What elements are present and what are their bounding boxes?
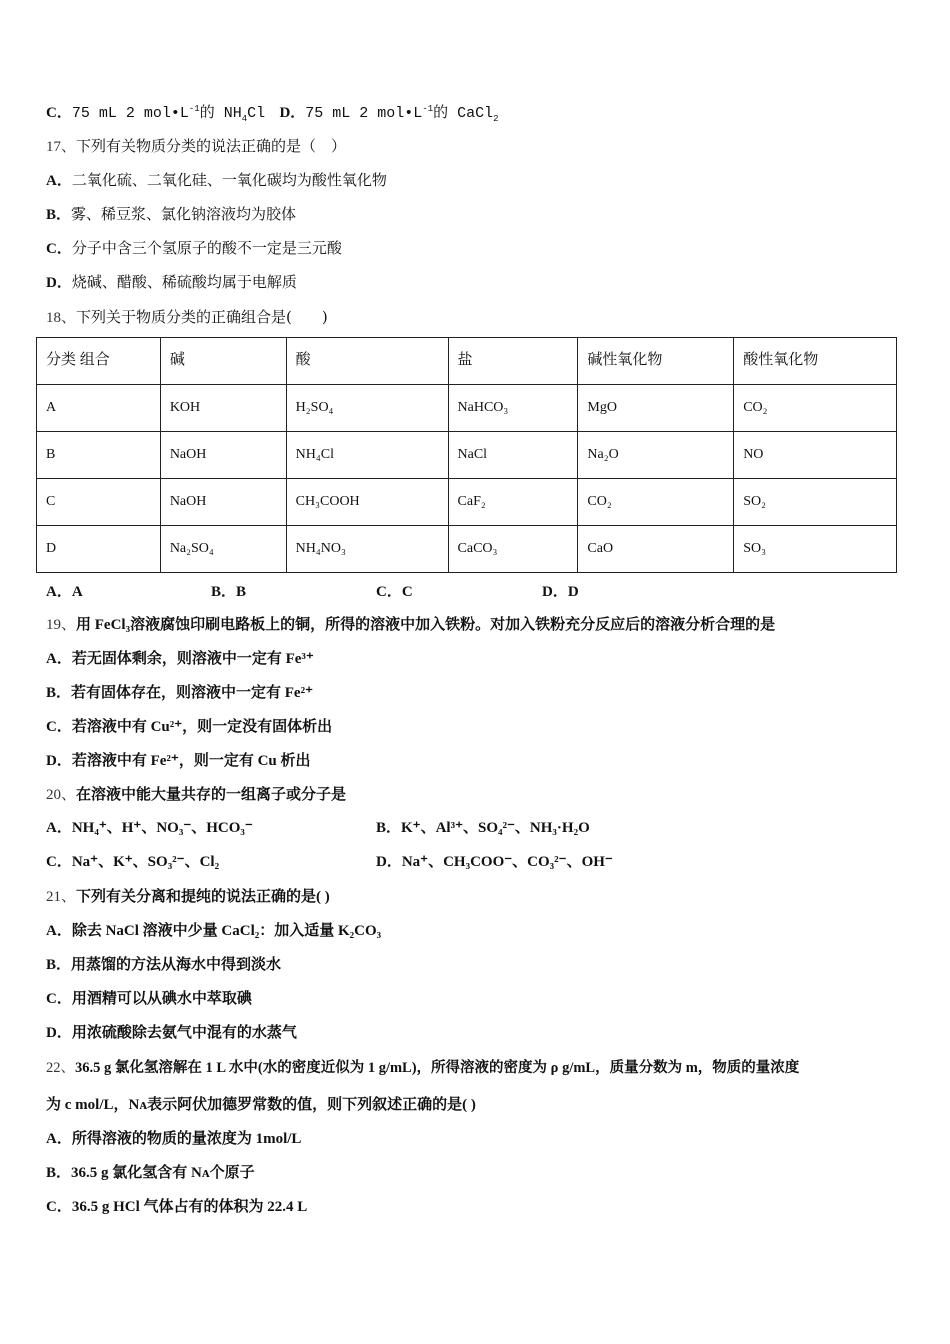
- q22-stem-line1: [46, 1058, 799, 1078]
- q20-option-b: [376, 818, 590, 838]
- table-cell: CO₂: [734, 385, 897, 432]
- option-label: B．: [46, 1165, 72, 1181]
- table-row: [37, 385, 897, 432]
- table-row: [37, 479, 897, 526]
- option-text: 用蒸馏的方法从海水中得到淡水: [71, 957, 282, 973]
- option-text: 36.5 g HCl 气体占有的体积为 22.4 L: [71, 1199, 308, 1215]
- q17-option-d: [46, 272, 297, 293]
- option-text: 用浓硫酸除去氨气中混有的水蒸气: [71, 1025, 297, 1041]
- q20-option-d: [376, 852, 613, 872]
- q17-stem-text: 下列有关物质分类的说法正确的是（ ）: [76, 137, 347, 155]
- q16-d-mid: 的 CaCl: [433, 105, 494, 122]
- table-cell: CH₃COOH: [286, 479, 448, 526]
- q19-option-c: [46, 716, 332, 737]
- option-text: 烧碱、醋酸、稀硫酸均属于电解质: [71, 273, 297, 291]
- table-cell: A: [37, 385, 161, 432]
- table-row: [37, 432, 897, 479]
- option-text: 除去 NaCl 溶液中少量 CaCl₂：加入适量 K₂CO₃: [71, 923, 382, 939]
- option-label: D．: [46, 275, 72, 291]
- option-label: C．: [46, 1199, 72, 1215]
- table-cell: B: [37, 432, 161, 479]
- table-header: 碱: [160, 338, 286, 385]
- q16-d-sub: 2: [493, 114, 499, 124]
- q19-option-b: [46, 682, 313, 703]
- q16-options-cd: [46, 102, 499, 124]
- option-label: B．: [46, 685, 72, 701]
- q17-option-b: [46, 204, 296, 225]
- option-text: 若溶液中有 Fe²⁺，则一定有 Cu 析出: [71, 753, 311, 769]
- table-cell: NaHCO₃: [448, 385, 578, 432]
- table-header: 酸: [286, 338, 448, 385]
- option-label: A．: [46, 1131, 72, 1147]
- q19-stem: [46, 614, 775, 635]
- option-text: 若无固体剩余，则溶液中一定有 Fe³⁺: [71, 651, 314, 667]
- table-cell: KOH: [160, 385, 286, 432]
- q20-option-a: [46, 818, 253, 838]
- q18-answer-a: A．A: [46, 584, 83, 600]
- option-text: 若有固体存在，则溶液中一定有 Fe²⁺: [71, 685, 314, 701]
- q20-stem: [46, 784, 346, 805]
- q19-stem-text: 用 FeCl₃溶液腐蚀印刷电路板上的铜，所得的溶液中加入铁粉。对加入铁粉充分反应后的溶液分析合理的是: [76, 617, 776, 633]
- q16-d-prefix: 75 mL 2 mol•L: [305, 105, 423, 122]
- table-cell: CO₂: [578, 479, 734, 526]
- option-label: D．: [46, 753, 72, 769]
- table-header: 碱性氧化物: [578, 338, 734, 385]
- table-cell: CaO: [578, 526, 734, 573]
- q21-stem: [46, 886, 330, 907]
- q22-option-c: [46, 1196, 307, 1217]
- q19-option-a: [46, 648, 314, 669]
- table-cell: SO₂: [734, 479, 897, 526]
- q18-stem: [46, 307, 328, 328]
- q16-d-sup: -1: [422, 104, 434, 114]
- q22-option-a: [46, 1128, 301, 1149]
- table-cell: SO₃: [734, 526, 897, 573]
- q16-c-prefix: 75 mL 2 mol•L: [71, 105, 189, 122]
- table-cell: NO: [734, 432, 897, 479]
- q16-c-sup: -1: [188, 104, 200, 114]
- table-cell: NaOH: [160, 479, 286, 526]
- table-cell: CaF₂: [448, 479, 578, 526]
- option-label: D．: [376, 854, 402, 870]
- table-cell: MgO: [578, 385, 734, 432]
- classification-table: [36, 337, 897, 573]
- table-cell: D: [37, 526, 161, 573]
- option-label: A．: [46, 923, 72, 939]
- option-text: Na⁺、K⁺、SO₃²⁻、Cl₂: [71, 854, 220, 870]
- q16-c-suffix: Cl: [247, 105, 266, 122]
- option-label: C．: [46, 241, 72, 257]
- q22-stem-text-1: 36.5 g 氯化氢溶解在 1 L 水中(水的密度近似为 1 g/mL)，所得溶液的密度为 ρ g/mL，质量分数为 m，物质的量浓度: [75, 1060, 800, 1076]
- option-text: 雾、稀豆浆、氯化钠溶液均为胶体: [71, 205, 297, 223]
- q21-option-b: [46, 954, 281, 975]
- table-cell: H₂SO₄: [286, 385, 448, 432]
- q18-answer-b: B．B: [211, 584, 247, 600]
- option-label: D．: [46, 1025, 72, 1041]
- q21-number: 21、: [46, 889, 77, 905]
- q16-c-mid: 的 NH: [199, 105, 242, 122]
- q18-answer-c: C．C: [376, 584, 413, 600]
- q22-option-b: [46, 1162, 255, 1183]
- q16-option-d-text: [305, 105, 498, 122]
- table-row: [37, 526, 897, 573]
- q21-option-c: [46, 988, 252, 1009]
- q21-option-d: [46, 1022, 297, 1043]
- option-text: 所得溶液的物质的量浓度为 1mol/L: [71, 1131, 302, 1147]
- q16-c-sub: 4: [241, 114, 248, 124]
- q16-option-c-text: [72, 105, 265, 122]
- q18-stem-text: 下列关于物质分类的正确组合是( ): [76, 308, 328, 326]
- table-header: 酸性氧化物: [734, 338, 897, 385]
- option-label: A．: [46, 820, 72, 836]
- option-text: 分子中含三个氢原子的酸不一定是三元酸: [71, 239, 342, 257]
- q20-number: 20、: [46, 787, 77, 803]
- option-text: Na⁺、CH₃COO⁻、CO₃²⁻、OH⁻: [401, 854, 613, 870]
- table-cell: NaCl: [448, 432, 578, 479]
- table-cell: NH₄NO₃: [286, 526, 448, 573]
- q16-option-c-label: C．: [46, 105, 72, 121]
- q22-stem-line2: [46, 1094, 476, 1115]
- table-header: 分类 组合: [37, 338, 161, 385]
- table-cell: C: [37, 479, 161, 526]
- option-label: C．: [46, 854, 72, 870]
- q21-stem-text: 下列有关分离和提纯的说法正确的是( ): [76, 889, 330, 905]
- option-label: B．: [376, 820, 402, 836]
- q17-stem: [46, 136, 346, 157]
- option-label: B．: [46, 207, 72, 223]
- table-header: 盐: [448, 338, 578, 385]
- q17-option-a: [46, 170, 387, 191]
- q17-option-c: [46, 238, 342, 259]
- q19-option-d: [46, 750, 311, 771]
- q22-stem-text-2: 为 c mol/L，Nᴀ表示阿伏加德罗常数的值，则下列叙述正确的是( ): [46, 1097, 476, 1113]
- q18-number: 18、: [46, 310, 77, 326]
- table-cell: CaCO₃: [448, 526, 578, 573]
- option-label: C．: [46, 991, 72, 1007]
- option-text: K⁺、Al³⁺、SO₄²⁻、NH₃·H₂O: [401, 820, 590, 836]
- option-label: B．: [46, 957, 72, 973]
- option-label: A．: [46, 173, 72, 189]
- q16-option-d-label: D．: [279, 105, 306, 121]
- table-cell: Na₂SO₄: [160, 526, 286, 573]
- option-text: NH₄⁺、H⁺、NO₃⁻、HCO₃⁻: [71, 820, 253, 836]
- option-label: A．: [46, 651, 72, 667]
- q22-number: 22、: [46, 1060, 75, 1076]
- option-text: 二氧化硫、二氧化硅、一氧化碳均为酸性氧化物: [71, 171, 387, 189]
- q21-option-a: [46, 920, 381, 941]
- option-label: C．: [46, 719, 72, 735]
- table-cell: NH₄Cl: [286, 432, 448, 479]
- table-header-row: [37, 338, 897, 385]
- q19-number: 19、: [46, 617, 77, 633]
- option-text: 若溶液中有 Cu²⁺，则一定没有固体析出: [71, 719, 333, 735]
- q20-stem-text: 在溶液中能大量共存的一组离子或分子是: [76, 787, 347, 803]
- option-text: 用酒精可以从碘水中萃取碘: [71, 991, 252, 1007]
- option-text: 36.5 g 氯化氢含有 Nᴀ个原子: [71, 1165, 255, 1181]
- q20-option-c: [46, 852, 219, 872]
- table-cell: NaOH: [160, 432, 286, 479]
- table-cell: Na₂O: [578, 432, 734, 479]
- q18-answer-d: D．D: [542, 584, 579, 600]
- q17-number: 17、: [46, 139, 77, 155]
